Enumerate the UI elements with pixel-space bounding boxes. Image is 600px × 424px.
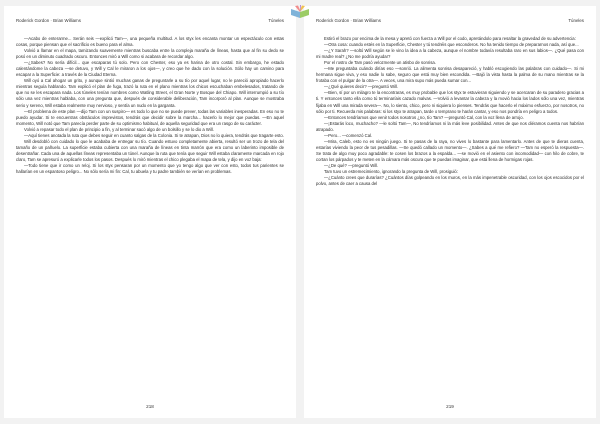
paragraph: —Todo tiene que ir como un reloj. Si los styx pensaran por un momento que yo tengo algo que ver con esto, todos tus parientes se hallarían en un espantoso peligro... No sólo sería mi fin: Cal, tu abuela y tu padre también se verían en problemas. (16, 162, 284, 175)
running-header-author: Roderick Gordon · Brian Williams (316, 18, 381, 23)
paragraph: —Otra cosa: cuando estés en la Superficie, Chester y tú tendréis que esconderos. No ha tenido tiempo de prepararnos nada, así que... (324, 42, 579, 48)
paragraph: —¿Sabes? No sería difícil... que escaparas tú solo. Pero con Chester, eso ya es harina de otro costal. Sin embargo, he estado calentándome la cabeza —se detuvo, y Will y Cal le miraron a los ojos—, y creo que he dado con la solución. Sólo hay un camino para escapar a la Superficie: a través de la Ciudad Eterna. (16, 60, 284, 78)
paragraph: —Acabo de enterarme... Serán seis —explicó Tam—, una pequeña multitud. A los styx les encanta montar un espectáculo con estas cosas, porque piensan que el sacrificio es bueno para el alma. (16, 36, 284, 48)
paragraph: —Me preguntaba cuándo dirías eso —sonrió. La alimenta sonrisa desapareció, y habló escogiendo las palabras con cuidado—. Si mi hermana sigue viva, y eso nadie lo sabe, seguro que está muy bien escondida. —Bajó la vista hasta la palma de su mano mientras se la frotaba con el pulgar de la otra—. A veces, una mira supo más pueda sumar con... (316, 66, 584, 84)
paragraph: —¿Y Sarah? —soltó Will según se le vino la idea a la cabeza, aunque el nombre todavía resultaba raro en sus labios—. ¿Qué pasa con mi madre real? ¿No me podría ayudar? (316, 48, 584, 60)
paragraph: —El problema de este plan —dijo Tam con un suspiro— es todo lo que no se puede prever, todas las variables inesperadas. En eso no te puedo ayudar. Si te encuentras obstáculos imprevistos, tendrás que decidir sobre la marcha... hacerlo lo mejor que puedas. —En aquel momento, Will notó que Tam parecía perder parte de su optimismo habitual, de aquella seguridad que era un rasgo de su carácter. (16, 108, 284, 126)
paragraph: —¿Qué quieres decir? —preguntó Will. (324, 84, 399, 90)
paragraph: —Pero... —comenzó Cal. (324, 132, 373, 138)
paragraph: —Aquí tienes anotada la ruta que debes seguir en cuanto salgas de la Colonia. Si te atrapan, Dios no lo quiera, tendrás que tragarte esto. (24, 132, 284, 138)
paragraph: —Mira, Caleb, esto no es ningún juego. Si te pasas de la raya, no vives lo bastante para lamentarlo. Antes de que te dieras cuenta, estarías viviendo la peor de tus pesadillas. —Se quedó callado un momento—. ¿Sabes a qué me refiero? —Tam no esperó la respuesta—. Se trata de algo muy poco agradable: te cosen los brazos a la espalda... —se movió en el asiento con incomodidad— con hilo de cobre, te cortan los párpados y te meten en la cámara más oscura que te puedas imaginar, que está llena de hormigas rojas. (316, 138, 584, 162)
paragraph: Tam tuvo un estremecimiento, ignorando la pregunta de Will, prosiguió: (324, 169, 458, 175)
paragraph: Will desdobló con cuidado lo que le acababa de entregar su tío. Cuando estuvo completamente abierta, resultó ser un trozo de tela del tamaño de un pañuelo. La superficie estaba cubierta con una maraña de líneas en tinta marrón que era como un laberinto imposible de desentrañar. Cada una de aquellas líneas representaba un túnel. Aunque la ruta que tenía que seguir Will estaba claramente marcada en rojo claro, Tam se apresuró a explicarle todos los pasos. Después lo miró mientras el chico plegaba el mapa de tela, y dijo en voz baja: (16, 138, 284, 162)
paragraph: —Bien, sí por un milagro te la encontraras, es muy probable que los styx te estuvieran siguiendo y se acercaran de su paradero gracias a ti. Y entonces tanto ella como tú terminaríais cazado malvas. —Volvió a levantar la cabeza y la movió hacia los lados sólo una vez, mientras fijaba en Will una mirada severa—. No, lo siento, chico, pero ni siquiera lo pienses. Tendrás que hacerlo el máximo esfuerzo, por nosotros, no sólo por ti. Recuerda mis palabras: si los styx te atrapan, tarde o temprano te harán cantar, y eso nos pondría en peligro a todos. (316, 90, 584, 114)
paragraph: —¿De qué? —preguntó Will. (324, 162, 379, 168)
paragraph: Will oyó a Cal ahogar un grito, y aunque sintió muchas ganas de preguntarle a su tío por aquel lugar, no le pareció apropiado hacerlo mientras seguía hablando. Tam explicó el plan de fuga, trazó la ruta en el plano mientras los chicos escuchaban embelesados, tratando de que no se les escapara nada. Los túneles tenían nombres como Watling Street, el Gran Norte y Bosque del Chiapo. Will interrumpió a su tío sólo una vez mientras hablaba, con una pregunta que, después de considerable deliberación, Tam incorporó al plan. Aunque se mostraba serio y sereno, Will estaba realmente muy nervioso, y sentía un nudo en la garganta. (16, 78, 284, 108)
right-page (304, 6, 596, 418)
page-body (316, 36, 584, 187)
paragraph: —Entonces tendríamos que venir todos nosotros ¿no, tío Tam? —preguntó Cal, con la voz llena de arrojo. (324, 114, 524, 120)
paragraph: Estiró el brazo por encima de la mesa y apretó con fuerza a Will por el codo, apretándolo para resaltar la gravedad de su advertencia: (324, 36, 576, 41)
running-header-author: Roderick Gordon · Brian Williams (16, 18, 81, 23)
paragraph: —¿Cuánto crees que durarías? ¿Cuántos días golpeando en los muros, en la más impenetrable oscuridad, con los ojos escocidos por el polvo, antes de caer a causa del (316, 175, 584, 187)
paragraph: Volvió a llamar en el mapa, tamizando suavemente mientras buscaba entre la compleja maraña de líneas, hasta que al fin su dedo se posó en un diminuto cuadrado oscuro. Entonces miró a Will como si acabara de recordar algo. (16, 48, 284, 60)
page-number: 218 (146, 404, 154, 409)
paragraph: —¡Estarás loco, muchacho? —le soltó Tam—, No tendríamos ni la más leve posibilidad. Antes de que nos diéramos cuenta nos habrían atrapado. (316, 120, 584, 132)
page-number: 219 (446, 404, 454, 409)
running-header-title: Túneles (268, 18, 284, 23)
book-logo-icon (289, 5, 311, 21)
running-header-title: Túneles (568, 18, 584, 23)
paragraph: Volvió a repasar todo el plan de principio a fin, y al terminar sacó algo de un bolsillo y se lo dio a Will. (24, 126, 214, 132)
page-body (16, 36, 284, 175)
paragraph: Por el rostro de Tam pasó velozmente un atisbo de sonrisa. (324, 60, 436, 66)
left-page (4, 6, 296, 418)
